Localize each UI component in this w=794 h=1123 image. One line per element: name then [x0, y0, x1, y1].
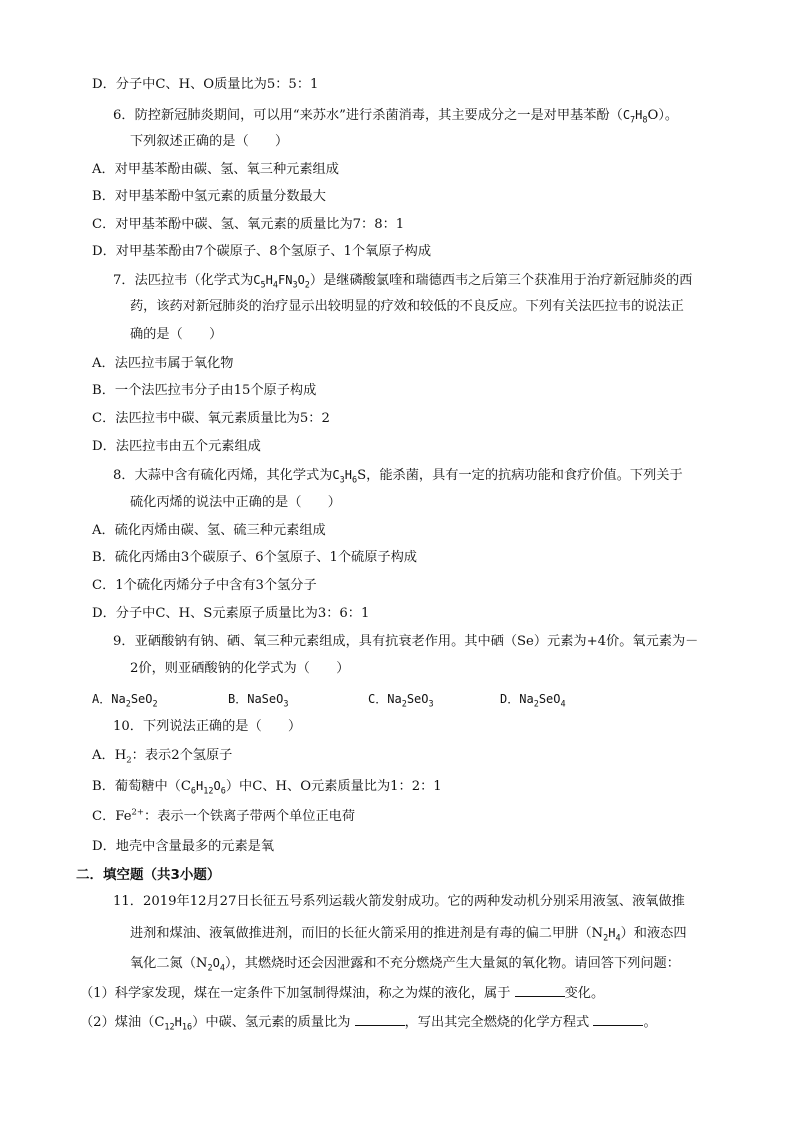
q7-option-c: C．法匹拉韦中碳、氧元素质量比为5：2: [92, 411, 330, 426]
q5-option-d: D．分子中C、H、O质量比为5：5：1: [92, 77, 319, 92]
q8-option-a: A．硫化丙烯由碳、氢、硫三种元素组成: [92, 523, 326, 538]
q6-option-b: B．对甲基苯酚中氢元素的质量分数最大: [92, 189, 326, 204]
q7-option-a: A．法匹拉韦属于氧化物: [92, 356, 234, 371]
q7-stem-line-2: 药，该药对新冠肺炎的治疗显示出较明显的疗效和较低的不良反应。下列有关法匹拉韦的说法正: [130, 299, 684, 314]
q9-option-c: C．$Na_2SeO_3$: [368, 692, 434, 710]
answer-blank-3[interactable]: [593, 1013, 643, 1026]
q11-stem-line-2: 进剂和煤油、液氧做推进剂，而旧的长征火箭采用的推进剂是有毒的偏二甲肼$(N_2H_4)$和液态四: [130, 926, 687, 944]
q9-option-b: B．NaSeO$_3$: [228, 692, 289, 710]
answer-blank-2[interactable]: [355, 1013, 405, 1026]
q9-option-a: A．$Na_2SeO_2$: [92, 692, 158, 710]
q10-stem: 10．下列说法正确的是（ ）: [113, 719, 302, 734]
q6-stem-line-1: 6．防控新冠肺炎期间，可以用“来苏水”进行杀菌消毒，其主要成分之一是对甲基苯酚$(C_7H_8O)$。: [113, 108, 679, 126]
q8-option-c: C．1个硫化丙烯分子中含有3个氢分子: [92, 578, 317, 593]
q8-stem-line-2: 硫化丙烯的说法中正确的是（ ）: [130, 495, 341, 510]
answer-blank-1[interactable]: [515, 984, 565, 997]
q11-stem-line-3: 氧化二氮$(N_2O_4)$，其燃烧时还会因泄露和不充分燃烧产生大量氮的氧化物。请回答下列问题：: [130, 956, 680, 974]
q11-part-1: （1）科学家发现，煤在一定条件下加氢制得煤油，称之为煤的液化，属于 变化。: [80, 986, 605, 1001]
q6-option-d: D．对甲基苯酚由7个碳原子、8个氢原子、1个氧原子构成: [92, 244, 432, 259]
q9-stem-line-2: 2价，则亚硒酸钠的化学式为（ ）: [130, 661, 350, 676]
q7-option-d: D．法匹拉韦由五个元素组成: [92, 439, 261, 454]
q10-option-a: A．$H_2$：表示2个氢原子: [92, 748, 233, 766]
q10-option-c: C．$Fe^{2+}$：表示一个铁离子带两个单位正电荷: [92, 807, 356, 824]
q7-stem-line-1: 7．法匹拉韦（化学式为$C_5H_4FN_3O_2$）是继磷酸氯喹和瑞德西韦之后第三个获准用于治疗新冠肺炎的西: [113, 273, 693, 291]
q7-option-b: B．一个法匹拉韦分子由15个原子构成: [92, 383, 317, 398]
q7-stem-line-3: 确的是（ ）: [130, 327, 223, 342]
q6-option-a: A．对甲基苯酚由碳、氢、氧三种元素组成: [92, 162, 339, 177]
q11-stem-line-1: 11．2019年12月27日长征五号系列运载火箭发射成功。它的两种发动机分别采用液氢、液氧做推: [113, 894, 685, 909]
q8-option-d: D．分子中C、H、S元素原子质量比为3：6：1: [92, 606, 370, 621]
q6-stem-line-2: 下列叙述正确的是（ ）: [130, 134, 289, 149]
q8-stem-line-1: 8．大蒜中含有硫化丙烯，其化学式为$C_3H_6S$，能杀菌，具有一定的抗病功能和食疗价值。下列关于: [113, 468, 683, 486]
q8-option-b: B．硫化丙烯由3个碳原子、6个氢原子、1个硫原子构成: [92, 550, 417, 565]
q10-option-d: D．地壳中含量最多的元素是氧: [92, 839, 275, 854]
section-heading-fill-in: 二．填空题（共3小题）: [76, 867, 221, 883]
q11-part-2: （2）煤油$(C_{12}H_{16})$中碳、氢元素的质量比为 ，写出其完全燃烧的化学方程式 。: [80, 1015, 657, 1033]
q9-option-d: D．$Na_2SeO_4$: [500, 692, 566, 710]
q6-option-c: C．对甲基苯酚中碳、氢、氧元素的质量比为7：8：1: [92, 217, 405, 232]
q10-option-b: B．葡萄糖中$(C_6H_{12}O_6)$中C、H、O元素质量比为1：2：1: [92, 779, 442, 797]
q9-stem-line-1: 9．亚硒酸钠有钠、硒、氧三种元素组成，具有抗衰老作用。其中硒（Se）元素为+4价。氧元素为－: [113, 634, 699, 649]
